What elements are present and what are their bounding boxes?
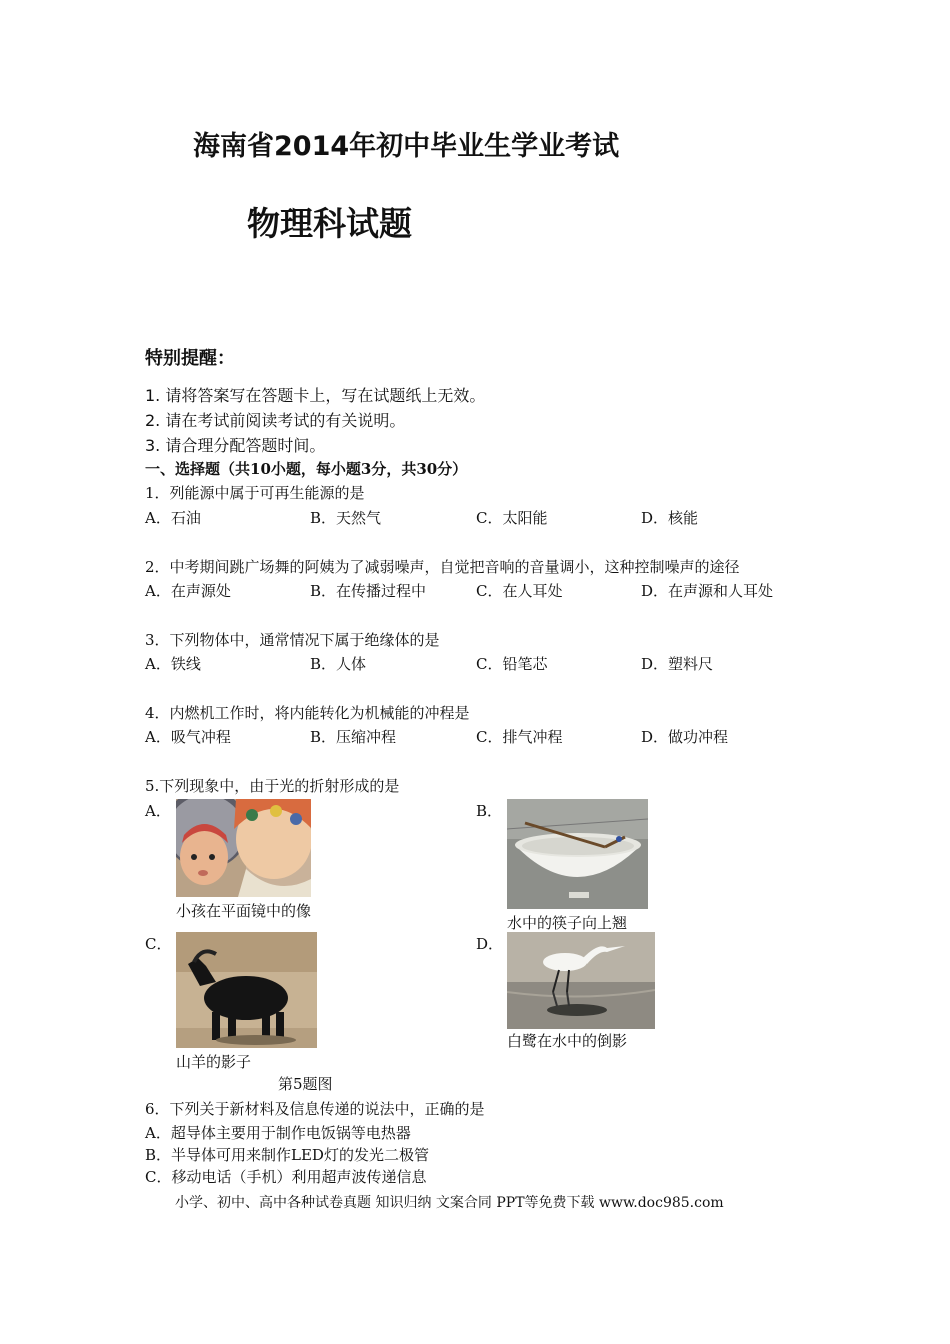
- caption: 白鹭在水中的倒影: [507, 1032, 628, 1050]
- subject-title: 物理科试题: [247, 204, 412, 243]
- reminder-item: 2. 请在考试前阅读考试的有关说明。: [145, 411, 406, 430]
- question-stem: 5.下列现象中，由于光的折射形成的是: [145, 777, 400, 795]
- caption: 水中的筷子向上翘: [507, 914, 628, 932]
- option: A．石油: [145, 509, 201, 527]
- reminder-item: 1. 请将答案写在答题卡上，写在试题纸上无效。: [145, 386, 486, 405]
- option: C．移动电话（手机）利用超声波传递信息: [145, 1168, 427, 1186]
- option: D．做功冲程: [641, 728, 729, 746]
- option: D．核能: [641, 509, 699, 527]
- section-heading: 一、选择题（共10小题，每小题3分，共30分）: [145, 460, 468, 478]
- reminder-heading: 特别提醒：: [145, 348, 235, 369]
- figure-caption: 第5题图: [278, 1075, 333, 1093]
- exam-title: 海南省2014年初中毕业生学业考试: [193, 131, 620, 162]
- option-label: C．: [145, 935, 172, 953]
- option: B．在传播过程中: [310, 582, 427, 600]
- photo-goat-shadow: [176, 932, 317, 1048]
- option-label: B．: [476, 802, 503, 820]
- photo-bowl-chopsticks: [507, 799, 648, 909]
- option: A．超导体主要用于制作电饭锅等电热器: [145, 1124, 411, 1142]
- option: C．在人耳处: [476, 582, 563, 600]
- option-label: A．: [145, 802, 171, 820]
- photo-child-mirror: [176, 799, 311, 897]
- option: A．铁线: [145, 655, 201, 673]
- option: D．在声源和人耳处: [641, 582, 774, 600]
- footer-note: 小学、初中、高中各种试卷真题 知识归纳 文案合同 PPT等免费下载 www.doc985.com: [175, 1195, 724, 1211]
- question-stem: 2．中考期间跳广场舞的阿姨为了减弱噪声，自觉把音响的音量调小，这种控制噪声的途径: [145, 558, 740, 576]
- option-label: D．: [476, 935, 504, 953]
- option: A．在声源处: [145, 582, 231, 600]
- option: C．铅笔芯: [476, 655, 548, 673]
- option: B．压缩冲程: [310, 728, 397, 746]
- option: B．人体: [310, 655, 367, 673]
- reminder-item: 3. 请合理分配答题时间。: [145, 436, 326, 455]
- question-stem: 1．列能源中属于可再生能源的是: [145, 484, 365, 502]
- question-stem: 3．下列物体中，通常情况下属于绝缘体的是: [145, 631, 440, 649]
- caption: 小孩在平面镜中的像: [176, 902, 312, 920]
- question-stem: 6．下列关于新材料及信息传递的说法中，正确的是: [145, 1100, 485, 1118]
- option: D．塑料尺: [641, 655, 714, 673]
- option: A．吸气冲程: [145, 728, 231, 746]
- option: C．太阳能: [476, 509, 548, 527]
- option: B．半导体可用来制作LED灯的发光二极管: [145, 1146, 429, 1164]
- option: B．天然气: [310, 509, 382, 527]
- option: C．排气冲程: [476, 728, 563, 746]
- question-stem: 4．内燃机工作时，将内能转化为机械能的冲程是: [145, 704, 470, 722]
- photo-egret-reflection: [507, 932, 655, 1029]
- caption: 山羊的影子: [176, 1053, 252, 1071]
